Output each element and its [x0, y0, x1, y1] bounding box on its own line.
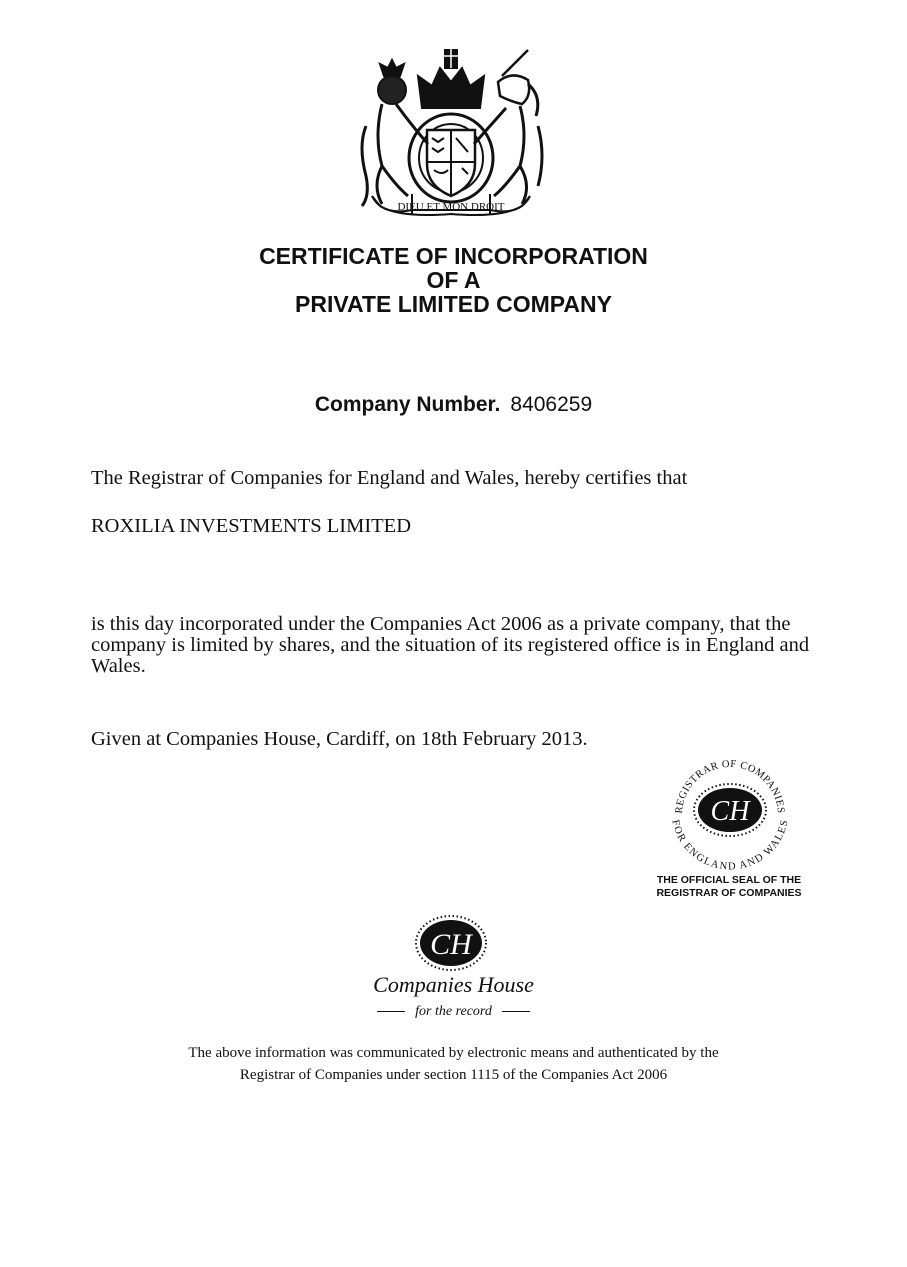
- company-name: ROXILIA INVESTMENTS LIMITED: [91, 515, 411, 537]
- seal-monogram: CH: [710, 796, 750, 827]
- footer-line-2: Registrar of Companies under section 1115 of the Companies Act 2006: [239, 1067, 668, 1083]
- crest-motto: DIEU ET MON DROIT: [397, 201, 505, 213]
- companies-house-name: Companies House: [373, 972, 534, 997]
- certificate-title: [0, 244, 907, 316]
- authentication-footer: [0, 1042, 907, 1086]
- seal-ring-top: REGISTRAR OF COMPANIES: [673, 758, 787, 815]
- incorporation-statement: is this day incorporated under the Companies Act 2006 as a private company, that the company is limited by shares, and the situation of its registered office is in England and Wales.: [91, 613, 810, 677]
- seal-caption-line-1: THE OFFICIAL SEAL OF THE: [656, 874, 802, 886]
- certification-statement: The Registrar of Companies for England and Wales, hereby certifies that: [91, 467, 688, 489]
- tagline-rule-left: [377, 1011, 405, 1012]
- seal-ring-bottom: FOR ENGLAND AND WALES: [669, 818, 791, 871]
- seal-caption-line-2: REGISTRAR OF COMPANIES: [656, 886, 802, 899]
- tagline-text: for the record: [415, 1004, 492, 1019]
- title-line-2: OF A: [426, 267, 481, 293]
- companies-house-tagline: [0, 1004, 907, 1020]
- tagline-rule-right: [502, 1011, 530, 1012]
- given-at-statement: Given at Companies House, Cardiff, on 18th February 2013.: [91, 728, 588, 750]
- title-line-1: CERTIFICATE OF INCORPORATION: [259, 243, 648, 269]
- company-number-label: Company Number.: [314, 393, 501, 416]
- seal-caption: [640, 874, 818, 899]
- company-number: [0, 393, 907, 417]
- footer-line-1: The above information was communicated by electronic means and authenticated by the: [188, 1045, 719, 1061]
- company-number-value: 8406259: [510, 393, 593, 416]
- title-line-3: PRIVATE LIMITED COMPANY: [295, 291, 612, 317]
- companies-house-logo-icon: [414, 914, 488, 972]
- logo-monogram: CH: [430, 928, 472, 961]
- registrar-seal-icon: [668, 753, 792, 871]
- royal-coat-of-arms-icon: [352, 46, 550, 218]
